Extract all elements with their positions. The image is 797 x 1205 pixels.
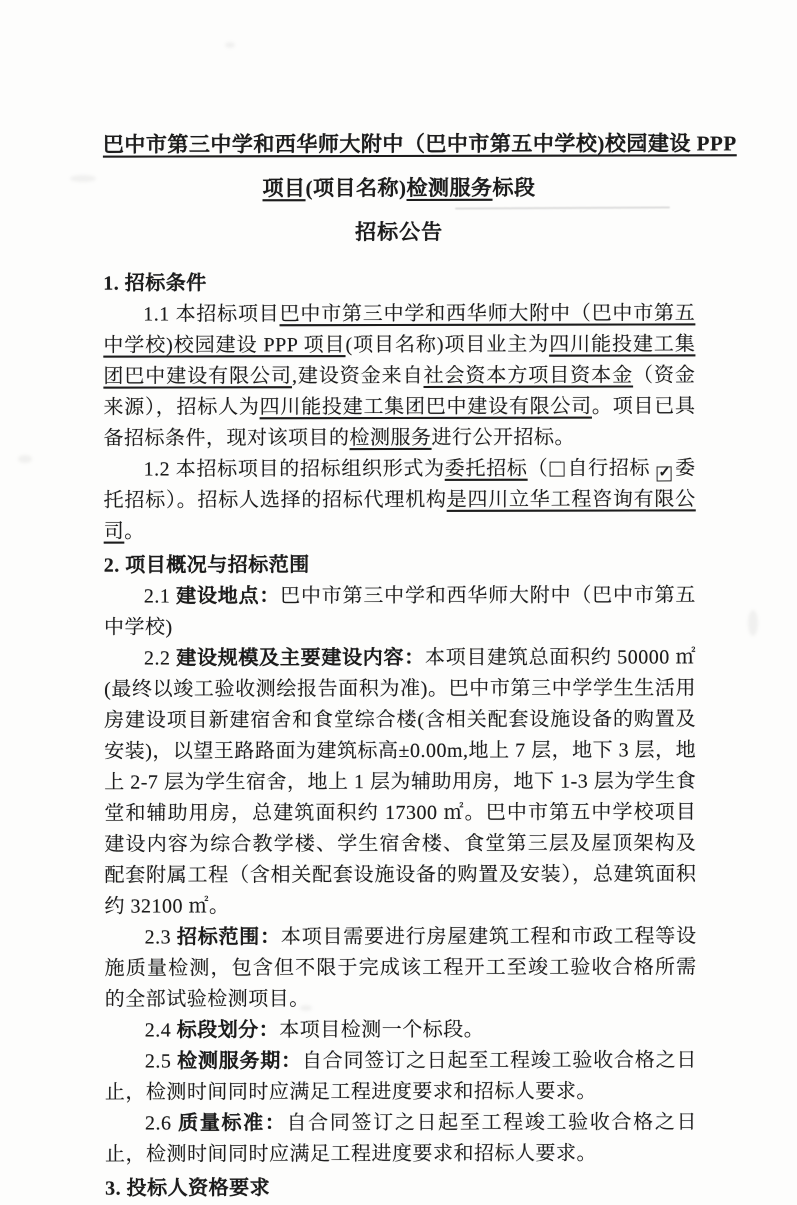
text-run: 本项目需要进行房屋建筑工程和市政工程等设施质量检测，包含但不限于完成该工程开工至竣工验收合格所需的全部试验检测项目。 [104,925,697,1011]
text-run: 自合同签订之日起至工程竣工验收合格之日止，检测时间同时应满足工程进度要求和招标人要求。 [105,1111,698,1166]
text-run: 是四川立华工程咨询有限公司 [103,488,696,543]
text-run: 检测服务 [349,426,432,450]
scan-smudge-artifact [70,175,96,182]
section-heading-2: 2. 项目概况与招标范围 [103,554,310,577]
paragraph [105,1014,697,1046]
scan-smudge-artifact [225,42,235,48]
text-run: 巴中市第三中学和西华师大附中（巴中市第五中学校)校园建设 PPP [102,131,737,157]
text-run: 招标范围： [176,926,281,949]
text-run: 1.1 本招标项目 [143,303,280,326]
document-title-line-1 [102,121,737,166]
text-run: (项目名称) [305,175,407,201]
text-run: 1.2 本招标项目的招标组织形式为 [143,457,445,481]
text-run: 2.3 [144,926,177,949]
text-run: 进行公开招标。 [431,426,576,449]
text-run: 。 [124,520,145,543]
text-run: 2.6 [144,1112,179,1135]
section-heading-1: 1. 招标条件 [103,272,207,295]
text-run: 本项目建筑总面积约 50000 ㎡(最终以竣工验收测绘报告面积为准)。巴中市第三中学学生生活用房建设项目新建宿舍和食堂综合楼(含相关配套设施设备的购置及安装)，以望王路路面为建筑标高±0.00m,地上 7 层，地下 3 层，地上 2-7 层为学生宿舍，地上 1 层为辅助用房，地下 1-3 层为学生食堂和辅助用房，总建筑面积约 17300 ㎡。巴中市第五中学校项目建设内容为综合教学楼、学生宿舍楼、食堂第三层及屋顶架构及配套附属工程（含相关配套设施设备的购置及安装），总建筑面积约 32100 ㎡。 [104,646,697,918]
section-heading-3: 3. 投标人资格要求 [105,1177,271,1200]
text-run: 巴中市第三中学和西华师大附中（巴中市第五中学校)校园建设 PPP 项目 [103,302,696,357]
text-run: 自合同签订之日起至工程竣工验收合格之日止，检测时间同时应满足工程进度要求和招标人要求。 [104,1049,697,1104]
paragraph [105,1107,697,1170]
scan-smudge-artifact [18,455,32,463]
text-run: 检测服务期： [177,1050,302,1073]
text-run: （ [527,457,549,480]
paragraph [104,642,697,922]
text-run: 标段 [492,175,536,200]
text-run: 检测服务 [406,175,493,200]
scan-smudge-artifact [748,610,758,636]
text-run: ）。招标人选择的招标代理机构 [165,488,447,512]
text-run: 本项目检测一个标段。 [279,1018,485,1042]
document-content [102,121,737,1204]
paragraph [105,921,697,1015]
text-run: 标段划分： [176,1019,280,1042]
text-run: 四川能投建工集团巴中建设有限公司 [103,333,696,388]
text-run: 社会资本方项目资本金 [423,364,634,387]
text-run: 2.1 [143,585,177,608]
document-body [103,267,697,1204]
text-run: 委托招标 [444,457,528,480]
text-run: 质量标准： [178,1112,287,1135]
paragraph [104,453,696,547]
paragraph [105,1045,697,1108]
text-run: 2.2 [143,647,177,670]
text-run: ,建设资金来自 [291,364,424,388]
text-run: (项目名称)项目业主为 [345,333,550,357]
text-run: 四川能投建工集团巴中建设有限公司 [259,395,592,419]
document-subtitle: 招标公告 [355,219,444,245]
text-run: （资金来源），招标人为 [103,364,696,419]
text-run: 巴中市第三中学和西华师大附中（巴中市第五中学校) [103,584,696,639]
self-bid-checkbox [549,462,564,477]
text-run: 。项目已具备招标条件，现对该项目的 [103,395,696,450]
document-title [102,121,737,210]
text-run: 建设地点： [176,585,281,608]
text-run: 2.5 [144,1050,178,1073]
text-run: 2.4 [144,1019,177,1042]
delegated-bid-checkbox: ✓ [658,465,671,481]
text-run: 建设规模及主要建设内容： [176,646,425,670]
text-run [650,457,656,479]
delegated-bid-label: 委托招标 [103,457,696,512]
text-run: 项目 [262,176,306,201]
document-title-line-2 [103,165,695,210]
self-bid-label: 自行招标 [567,457,651,480]
paragraph [103,298,695,454]
paragraph [104,580,696,643]
